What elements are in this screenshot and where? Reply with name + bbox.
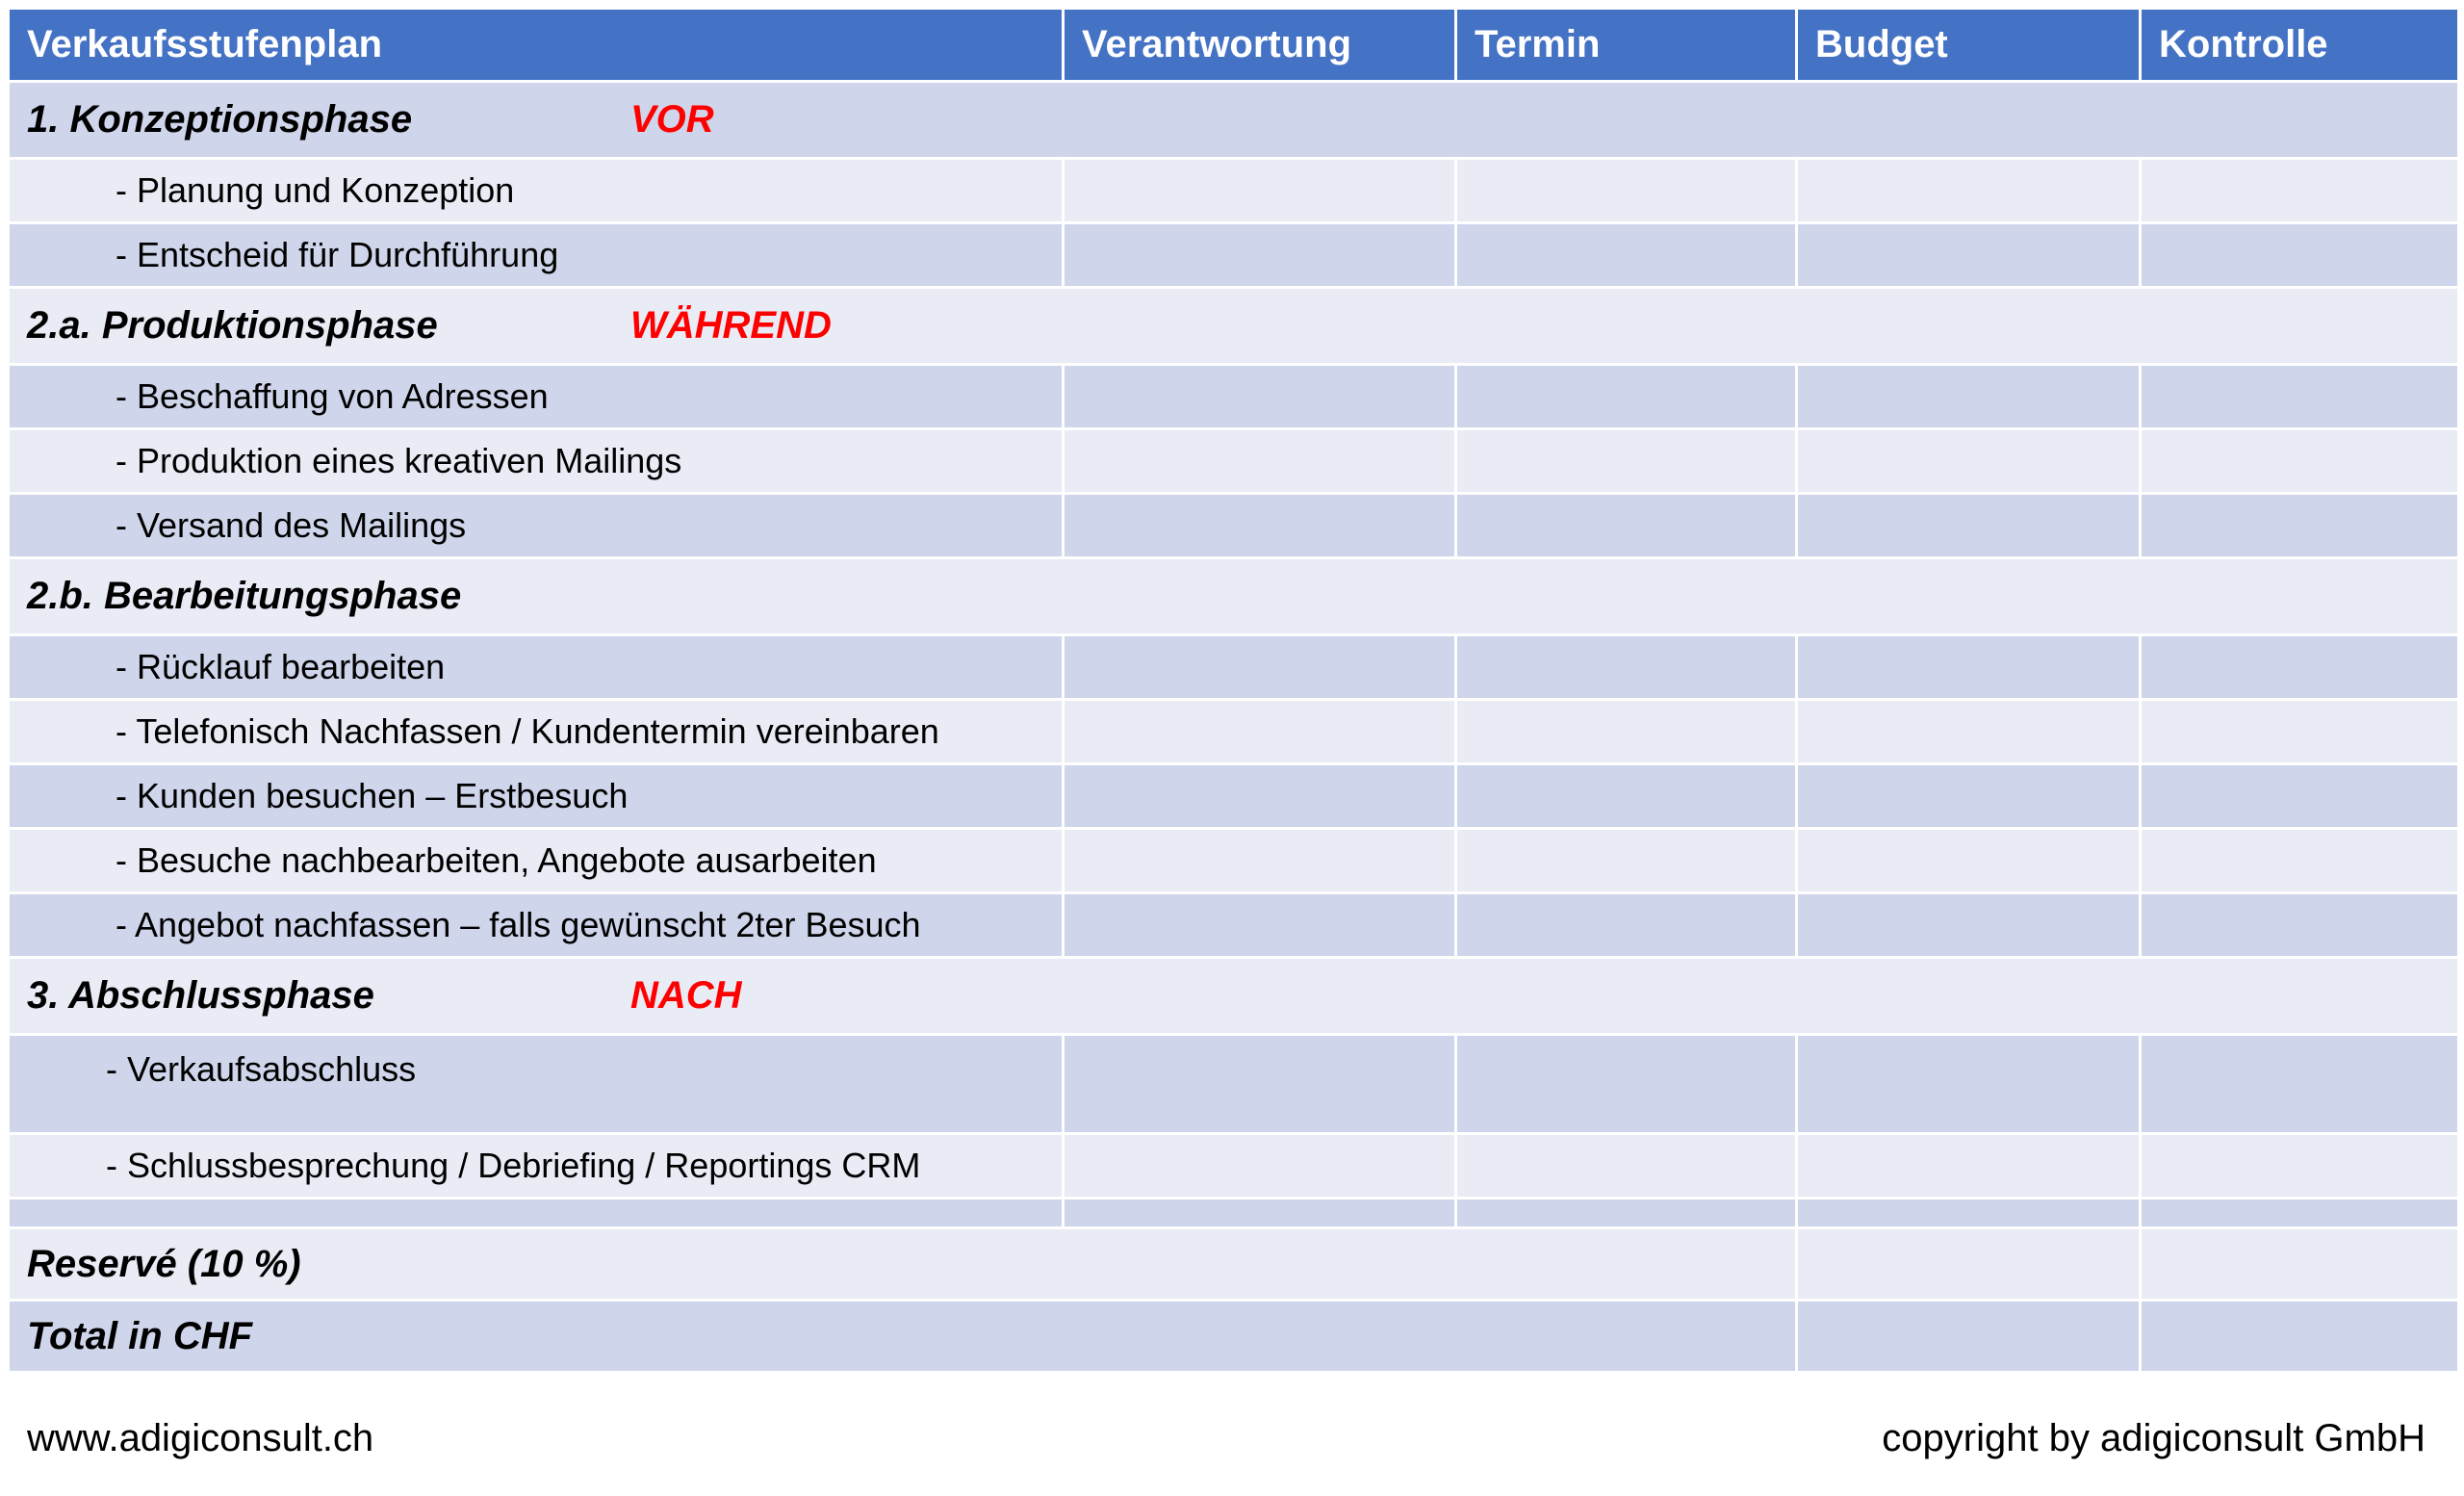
cell-control xyxy=(2141,494,2459,558)
cell-budget xyxy=(1797,764,2141,829)
reserve-control-cell xyxy=(2141,1228,2459,1301)
task-label: - Besuche nachbearbeiten, Angebote ausarbeiten xyxy=(9,829,1064,893)
cell-responsibility xyxy=(1064,893,1456,958)
cell-budget xyxy=(1797,365,2141,429)
task-label: - Rücklauf bearbeiten xyxy=(9,635,1064,700)
cell-date xyxy=(1456,700,1797,764)
cell-date xyxy=(1456,494,1797,558)
cell-date xyxy=(1456,1035,1797,1134)
phase-title: 2.b. Bearbeitungsphase xyxy=(27,575,462,617)
phase-tag: NACH xyxy=(630,974,742,1017)
task-label: - Beschaffung von Adressen xyxy=(9,365,1064,429)
cell-control xyxy=(2141,223,2459,288)
cell-date xyxy=(1456,764,1797,829)
task-row xyxy=(9,365,2459,429)
task-label: - Planung und Konzeption xyxy=(9,159,1064,223)
phase-row-konzeption xyxy=(9,82,2459,159)
phase-title-cell xyxy=(9,958,2459,1035)
task-label: - Entscheid für Durchführung xyxy=(9,223,1064,288)
reserve-label: Reservé (10 %) xyxy=(9,1228,1797,1301)
spacer-cell xyxy=(1456,1199,1797,1228)
cell-control xyxy=(2141,635,2459,700)
task-row xyxy=(9,1035,2459,1134)
cell-date xyxy=(1456,159,1797,223)
task-label: - Schlussbesprechung / Debriefing / Reportings CRM xyxy=(9,1134,1064,1199)
cell-responsibility xyxy=(1064,700,1456,764)
task-row xyxy=(9,764,2459,829)
cell-budget xyxy=(1797,1134,2141,1199)
task-label: - Kunden besuchen – Erstbesuch xyxy=(9,764,1064,829)
header-budget: Budget xyxy=(1797,9,2141,82)
task-row xyxy=(9,893,2459,958)
sales-stage-plan-table xyxy=(7,7,2460,1374)
cell-budget xyxy=(1797,494,2141,558)
cell-responsibility xyxy=(1064,1134,1456,1199)
cell-budget xyxy=(1797,159,2141,223)
footer-copyright: copyright by adigiconsult GmbH xyxy=(1882,1417,2426,1459)
total-control-cell xyxy=(2141,1301,2459,1373)
cell-date xyxy=(1456,829,1797,893)
cell-control xyxy=(2141,700,2459,764)
cell-date xyxy=(1456,635,1797,700)
task-label: - Versand des Mailings xyxy=(9,494,1064,558)
cell-responsibility xyxy=(1064,764,1456,829)
phase-tag: WÄHREND xyxy=(630,304,832,347)
spacer-cell xyxy=(1064,1199,1456,1228)
cell-responsibility xyxy=(1064,829,1456,893)
phase-row-produktion xyxy=(9,288,2459,365)
phase-title: 3. Abschlussphase xyxy=(27,974,374,1017)
task-row xyxy=(9,1134,2459,1199)
total-label: Total in CHF xyxy=(9,1301,1797,1373)
cell-budget xyxy=(1797,223,2141,288)
cell-budget xyxy=(1797,429,2141,494)
task-row xyxy=(9,429,2459,494)
cell-budget xyxy=(1797,1035,2141,1134)
header-responsibility: Verantwortung xyxy=(1064,9,1456,82)
cell-control xyxy=(2141,1035,2459,1134)
task-label: - Telefonisch Nachfassen / Kundentermin vereinbaren xyxy=(9,700,1064,764)
cell-control xyxy=(2141,429,2459,494)
cell-responsibility xyxy=(1064,494,1456,558)
cell-date xyxy=(1456,429,1797,494)
cell-date xyxy=(1456,223,1797,288)
task-label: - Produktion eines kreativen Mailings xyxy=(9,429,1064,494)
cell-budget xyxy=(1797,829,2141,893)
cell-control xyxy=(2141,893,2459,958)
spacer-cell xyxy=(2141,1199,2459,1228)
header-date: Termin xyxy=(1456,9,1797,82)
task-row xyxy=(9,494,2459,558)
total-row xyxy=(9,1301,2459,1373)
header-row xyxy=(9,9,2459,82)
cell-date xyxy=(1456,365,1797,429)
spacer-row xyxy=(9,1199,2459,1228)
cell-control xyxy=(2141,365,2459,429)
task-row xyxy=(9,700,2459,764)
footer-website: www.adigiconsult.ch xyxy=(27,1417,374,1459)
task-row xyxy=(9,635,2459,700)
task-row xyxy=(9,159,2459,223)
cell-responsibility xyxy=(1064,429,1456,494)
cell-control xyxy=(2141,764,2459,829)
cell-date xyxy=(1456,1134,1797,1199)
cell-control xyxy=(2141,829,2459,893)
header-plan: Verkaufsstufenplan xyxy=(9,9,1064,82)
cell-responsibility xyxy=(1064,159,1456,223)
task-label: - Verkaufsabschluss xyxy=(9,1035,1064,1134)
cell-control xyxy=(2141,1134,2459,1199)
cell-budget xyxy=(1797,893,2141,958)
cell-responsibility xyxy=(1064,223,1456,288)
reserve-budget-cell xyxy=(1797,1228,2141,1301)
spacer-cell xyxy=(1797,1199,2141,1228)
cell-control xyxy=(2141,159,2459,223)
cell-responsibility xyxy=(1064,635,1456,700)
reserve-row xyxy=(9,1228,2459,1301)
phase-title: 2.a. Produktionsphase xyxy=(27,304,438,347)
spacer-cell xyxy=(9,1199,1064,1228)
total-budget-cell xyxy=(1797,1301,2141,1373)
phase-title-cell xyxy=(9,558,2459,635)
cell-budget xyxy=(1797,635,2141,700)
phase-title-cell xyxy=(9,82,2459,159)
cell-responsibility xyxy=(1064,365,1456,429)
phase-row-abschluss xyxy=(9,958,2459,1035)
phase-title: 1. Konzeptionsphase xyxy=(27,98,413,141)
cell-date xyxy=(1456,893,1797,958)
cell-responsibility xyxy=(1064,1035,1456,1134)
phase-tag: VOR xyxy=(630,98,714,141)
header-control: Kontrolle xyxy=(2141,9,2459,82)
phase-title-cell xyxy=(9,288,2459,365)
phase-row-bearbeitung xyxy=(9,558,2459,635)
cell-budget xyxy=(1797,700,2141,764)
task-row xyxy=(9,223,2459,288)
task-label: - Angebot nachfassen – falls gewünscht 2ter Besuch xyxy=(9,893,1064,958)
task-row xyxy=(9,829,2459,893)
